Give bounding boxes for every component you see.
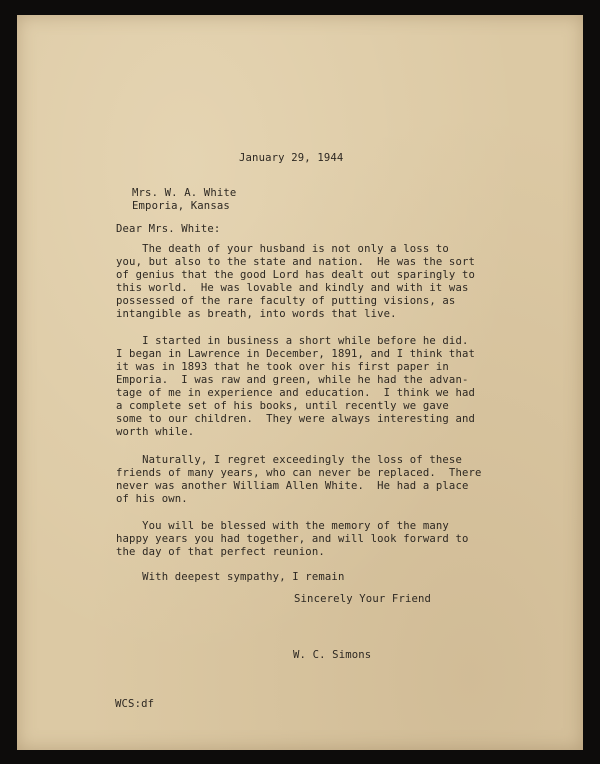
letter-date: January 29, 1944 bbox=[239, 152, 344, 164]
paragraph-line: worth while. bbox=[116, 426, 195, 438]
body-paragraph-3 bbox=[116, 454, 486, 506]
paragraph-line: The death of your husband is not only a loss to bbox=[116, 243, 449, 255]
paragraph-line: tage of me in experience and education. I think we had bbox=[116, 387, 476, 399]
body-paragraph-1 bbox=[116, 243, 486, 321]
body-paragraph-4 bbox=[116, 520, 486, 559]
recipient-location: Emporia, Kansas bbox=[132, 200, 230, 212]
signer-name: W. C. Simons bbox=[293, 649, 372, 661]
letter-page bbox=[17, 15, 583, 750]
paragraph-line: never was another William Allen White. He had a place bbox=[116, 480, 469, 492]
paragraph-line: friends of many years, who can never be replaced. There bbox=[116, 467, 482, 479]
paragraph-line: the day of that perfect reunion. bbox=[116, 546, 325, 558]
paragraph-line: possessed of the rare faculty of putting visions, as bbox=[116, 295, 456, 307]
paragraph-line: Emporia. I was raw and green, while he had the advan- bbox=[116, 374, 469, 386]
paragraph-line: You will be blessed with the memory of the many bbox=[116, 520, 449, 532]
paragraph-line: you, but also to the state and nation. He was the sort bbox=[116, 256, 476, 268]
body-paragraph-2 bbox=[116, 335, 486, 439]
paragraph-line: it was in 1893 that he took over his first paper in bbox=[116, 361, 449, 373]
paragraph-line: a complete set of his books, until recently we gave bbox=[116, 400, 449, 412]
paragraph-line: intangible as breath, into words that live. bbox=[116, 308, 397, 320]
reference-initials: WCS:df bbox=[115, 698, 155, 710]
closing-line: With deepest sympathy, I remain bbox=[116, 571, 345, 583]
paragraph-line: some to our children. They were always interesting and bbox=[116, 413, 476, 425]
paragraph-line: happy years you had together, and will look forward to bbox=[116, 533, 469, 545]
paragraph-line: of genius that the good Lord has dealt out sparingly to bbox=[116, 269, 476, 281]
paragraph-line: Naturally, I regret exceedingly the loss of these bbox=[116, 454, 462, 466]
recipient-name: Mrs. W. A. White bbox=[132, 187, 237, 199]
paragraph-line: this world. He was lovable and kindly and with it was bbox=[116, 282, 469, 294]
paragraph-line: of his own. bbox=[116, 493, 188, 505]
paragraph-line: I began in Lawrence in December, 1891, and I think that bbox=[116, 348, 476, 360]
complimentary-close: Sincerely Your Friend bbox=[294, 593, 432, 605]
paragraph-line: I started in business a short while before he did. bbox=[116, 335, 469, 347]
salutation: Dear Mrs. White: bbox=[116, 223, 221, 235]
